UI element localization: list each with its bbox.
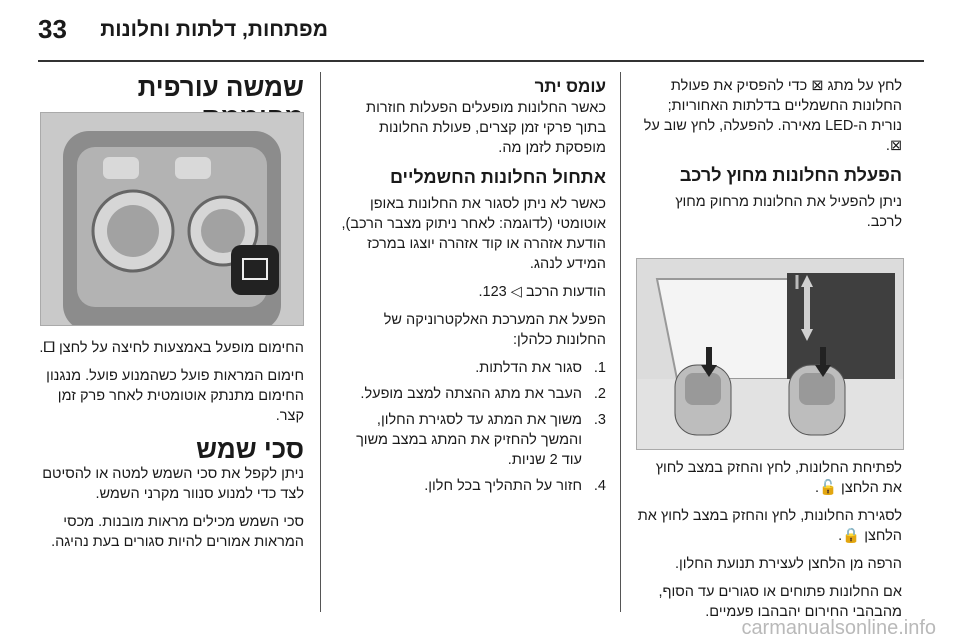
- list-item: 3. משוך את המתג עד לסגירת החלון, והמשך להחזיק את המתג במצב משוך עוד 2 שניות.: [356, 412, 606, 468]
- page-number: 33: [38, 14, 67, 44]
- column-separator: [320, 72, 321, 612]
- list-item: 1. סגור את הדלתות.: [475, 360, 606, 376]
- heating-activation-text: החימום מופעל באמצעות לחיצה על לחצן 🞑.: [39, 340, 304, 356]
- overload-text: כאשר החלונות מופעלים הפעלות חוזרות בתוך פרקי זמן קצרים, פעולת החלונות מופסקת לזמן מה.: [366, 100, 606, 156]
- right-column-lower: [636, 458, 902, 630]
- watermark: carmanualsonline.info: [741, 617, 936, 639]
- sun-visors-mirrors-text: סכי השמש מכילים מראות מובנות. מכסי המראות אמורים להיות סגורים בעת נהיגה.: [51, 514, 304, 550]
- car-window-key-photo: [636, 258, 904, 450]
- climate-panel-illustration: [41, 113, 303, 325]
- steps-list: [336, 358, 606, 496]
- rear-defrost-button-icon: [231, 245, 279, 295]
- climate-control-photo: [40, 112, 304, 326]
- sun-visors-heading: סכי שמש: [196, 434, 304, 464]
- page-title: מפתחות, דלתות וחלונות: [100, 18, 328, 41]
- list-item: 4. חזור על התהליך בכל חלון.: [424, 478, 606, 494]
- open-windows-text: לפתיחת החלונות, לחץ והחזק במצב לחוץ את הלחצן 🔓.: [655, 460, 902, 496]
- vehicle-messages-ref: הודעות הרכב ◁ 123.: [478, 284, 606, 300]
- rear-heating-heading: שמשה עורפית: [137, 72, 304, 102]
- close-windows-text: לסגירת החלונות, לחץ והחזק במצב לחוץ את הלחצן 🔒.: [637, 508, 902, 544]
- reset-heading: אתחול החלונות החשמליים: [389, 167, 606, 187]
- heating-operation-text: חימום המראות פועל כשהמנוע פועל. מנגנון החימום מתנתק אוטומטית לאחר פרק זמן קצר.: [46, 368, 304, 424]
- header-rule: [38, 60, 924, 62]
- window-lock-intro: לחץ על מתג ⊠ כדי להפסיק את פעולת החלונות החשמליים בדלתות האחוריות; נורית ה-LED מאירה. להפעלה, לחץ שוב על ⊠.: [643, 78, 902, 154]
- right-column: [636, 76, 902, 240]
- reset-text: כאשר לא ניתן לסגור את החלונות באופן אוטומטי (לדוגמה: לאחר ניתוק מצבר הרכב), הודעת אזהרה או קוד אזהרה יוצגו במרכז המידע לנהג.: [341, 196, 606, 272]
- column-separator: [620, 72, 621, 612]
- activate-intro: הפעל את המערכת האלקטרוניקה של החלונות כלהלן:: [383, 312, 606, 348]
- sun-visors-text: ניתן לקפל את סכי השמש למטה או להסיטם לצד כדי למנוע סנוור מקרני השמש.: [42, 466, 304, 502]
- release-button-text: הרפה מן הלחצן לעצירת תנועת החלון.: [674, 556, 902, 572]
- hazard-flash-text: אם החלונות פתוחים או סגורים עד הסוף, מהבהבי החירום יהבהבו פעמיים.: [658, 584, 902, 620]
- remote-operation-heading: הפעלת החלונות מחוץ לרכב: [679, 165, 902, 185]
- middle-column: [336, 76, 606, 502]
- remote-operation-text: ניתן להפעיל את החלונות מרחוק מחוץ לרכב.: [675, 194, 902, 230]
- car-window-illustration: [637, 259, 903, 449]
- overload-heading: עומס יתר: [534, 77, 606, 96]
- left-column-lower: [38, 338, 304, 560]
- list-item: 2. העבר את מתג ההצתה למצב מופעל.: [360, 386, 606, 402]
